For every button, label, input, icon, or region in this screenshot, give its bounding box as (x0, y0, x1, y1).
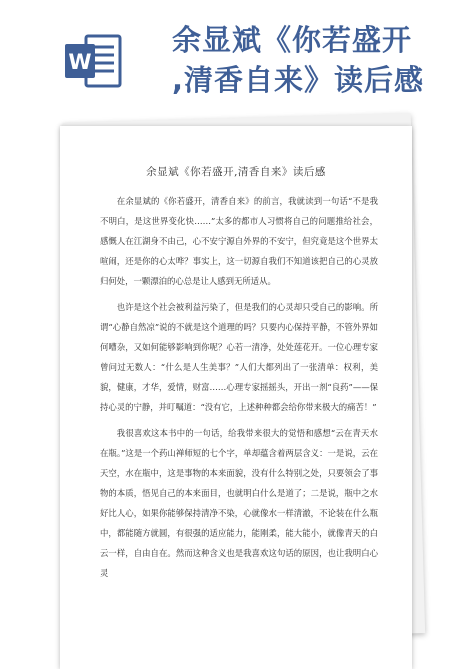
document-title: 余显斌《你若盛开,清香自来》读后感 (146, 166, 326, 178)
document-body (60, 179, 412, 583)
page-header (0, 0, 474, 110)
paragraph-3: 我很喜欢这本书中的一句话，给我带来很大的觉悟和感想“云在青天水在瓶。”这是一个药山禅师短的七个字，单却蕴含着两层含义：一是说，云在天空，水在瓶中，这是事物的本来面貌，没有什么特别之处，只要领会了事物的本质，悟见自己的本来面目，也就明白什么是道了；二是说，瓶中之水好比人心，如果你能够保持清净不染，心就像水一样清澈，不论装在什么瓶中，都能随方就圆，有很强的适应能力，能刚柔，能大能小，就像青天的白云一样，自由自在。然而这种含义也是我喜欢这句话的原因，也让我明白心灵 (100, 428, 378, 578)
paragraph-2: 也许是这个社会被利益污染了，但是我们的心灵却只受自己的影响。所谓“心静自然凉”说的不就是这个道理的吗？只要内心保持平静，不管外界如何嘈杂，又如何能够影响到你呢？心若一清净，处处莲花开。一位心理专家曾问过无数人：“什么是人生美事？”人们大都列出了一张清单：权利，美貌，健康，才华，爱情，财富……心理专家摇摇头，开出一剂“良药”——保持心灵的宁静，并叮嘱道：“没有它，上述种种都会给你带来极大的痛苦！” (100, 302, 378, 412)
document-page (60, 126, 412, 669)
word-logo-letter: W (68, 50, 92, 74)
paragraph-1: 在余显斌的《你若盛开，清香自来》的前言，我就读到一句话“不是我不明白，是这世界变化快……”太多的都市人习惯将自己的问题推给社会，感慨人在江湖身不由己，心不安宁源自外界的不安宁，但究竟是这个世界太喧闹，还是你的心太哗？事实上，这一切源自我们不知道该把自己的心灵放归何处，一颗漂泊的心总是让人感到无所适从。 (100, 196, 378, 286)
headline-line-1: 余显斌《你若盛开 (172, 23, 413, 57)
headline-line-2: ,清香自来》读后感 (172, 63, 425, 97)
word-document-icon (62, 30, 124, 92)
headline (172, 20, 468, 100)
